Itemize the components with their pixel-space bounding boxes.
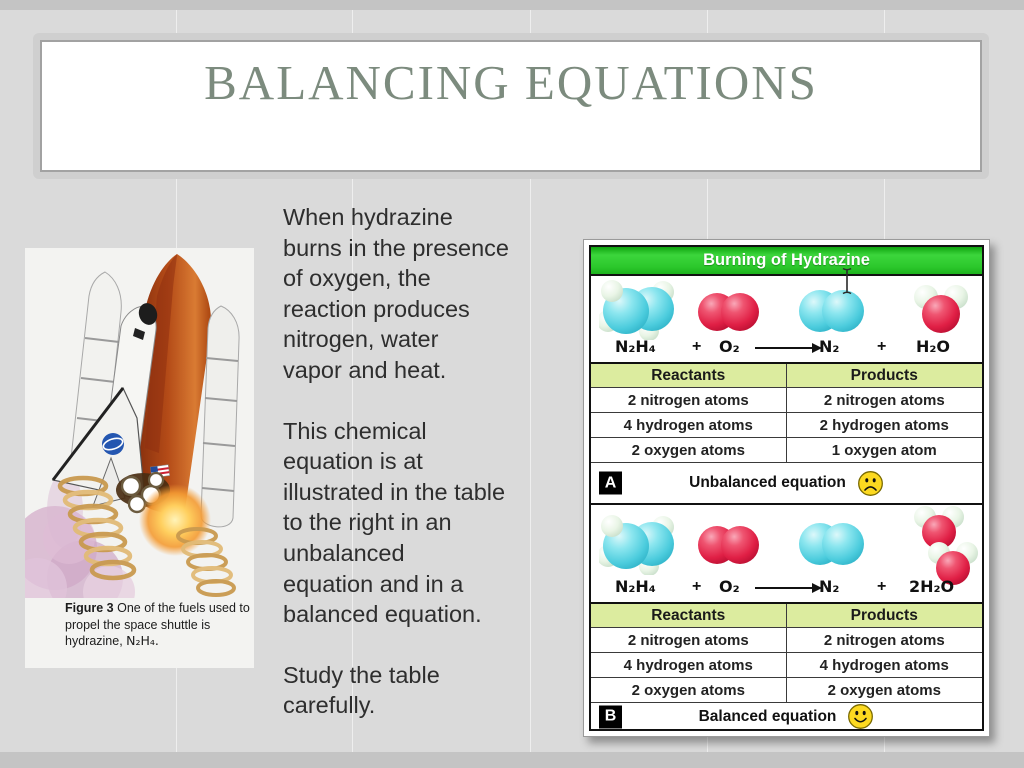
reaction-arrow-icon <box>755 347 813 349</box>
title-frame <box>40 40 982 172</box>
table-cell: 4 hydrogen atoms <box>787 653 983 678</box>
formula-2h2o: 2H₂O <box>909 577 955 596</box>
table-cell: 4 hydrogen atoms <box>591 413 787 438</box>
title-text-box[interactable] <box>33 33 989 179</box>
plus-sign: + <box>692 578 702 595</box>
formula-o2: O₂ <box>719 577 740 596</box>
unbalanced-footer <box>591 463 982 505</box>
o2-molecule-icon <box>693 286 763 338</box>
badge-b: B <box>599 705 622 728</box>
panel-title: Burning of Hydrazine <box>591 247 982 276</box>
paragraph: This chemical equation is at illustrated in the table to the right in an unbalanced equation and in a balanced equation. <box>283 417 506 628</box>
figure-caption <box>65 600 255 650</box>
table-cell: 2 nitrogen atoms <box>591 388 787 413</box>
hydrazine-panel <box>589 245 984 731</box>
plus-sign: + <box>877 578 887 595</box>
formula-n2h4: N₂H₄ <box>615 337 656 356</box>
table-cell: 1 oxygen atom <box>787 438 983 463</box>
n2h4-molecule-icon <box>599 513 679 575</box>
footer-label: Unbalanced equation <box>689 474 846 491</box>
body-text-box[interactable] <box>283 202 583 751</box>
paragraph: When hydrazine burns in the presence of oxygen, the reaction produces nitrogen, water vapor and heat. <box>283 204 510 383</box>
sad-face-icon <box>857 470 884 497</box>
reactants-products-table-a <box>591 364 982 463</box>
table-cell: 2 oxygen atoms <box>591 438 787 463</box>
table-cell: 2 oxygen atoms <box>591 678 787 703</box>
column-header: Reactants <box>591 364 787 388</box>
column-header: Reactants <box>591 604 787 628</box>
formula-h2o: H₂O <box>916 337 950 356</box>
table-cell: 4 hydrogen atoms <box>591 653 787 678</box>
figure-caption-text: One of the fuels used to propel the space shuttle is hydrazine, <box>65 601 250 648</box>
table-cell: 2 nitrogen atoms <box>591 628 787 653</box>
equation-b-diagram <box>591 505 982 604</box>
plus-sign: + <box>692 338 702 355</box>
formula-o2: O₂ <box>719 337 740 356</box>
plus-sign: + <box>877 338 887 355</box>
n2-molecule-icon <box>793 284 869 338</box>
formula-n2: N₂ <box>819 337 840 356</box>
table-cell: 2 nitrogen atoms <box>787 628 983 653</box>
n2h4-molecule-icon <box>599 278 679 340</box>
reaction-arrow-icon <box>755 587 813 589</box>
column-header: Products <box>787 604 983 628</box>
figure-caption-formula: N₂H₄. <box>126 633 159 648</box>
formula-n2h4: N₂H₄ <box>615 577 656 596</box>
space-shuttle-illustration <box>25 248 254 598</box>
text-cursor-ibeam <box>840 266 854 296</box>
table-cell: 2 hydrogen atoms <box>787 413 983 438</box>
footer-label: Balanced equation <box>698 707 837 725</box>
slide-background <box>0 10 1024 752</box>
balanced-footer <box>591 703 982 730</box>
o2-molecule-icon <box>693 519 763 571</box>
table-cell: 2 nitrogen atoms <box>787 388 983 413</box>
paragraph: Study the table carefully. <box>283 661 440 719</box>
n2-molecule-icon <box>793 517 869 571</box>
hydrazine-table-image[interactable] <box>583 239 990 737</box>
column-header: Products <box>787 364 983 388</box>
table-cell: 2 oxygen atoms <box>787 678 983 703</box>
equation-a-diagram <box>591 276 982 364</box>
h2o-molecule-icon <box>909 282 973 338</box>
happy-face-icon <box>847 703 874 730</box>
figure-caption-label: Figure 3 <box>65 601 114 615</box>
reactants-products-table-b <box>591 604 982 703</box>
slide-title: BALANCING EQUATIONS <box>204 55 818 110</box>
figure-image[interactable] <box>25 248 254 668</box>
formula-n2: N₂ <box>819 577 840 596</box>
badge-a: A <box>599 472 622 495</box>
